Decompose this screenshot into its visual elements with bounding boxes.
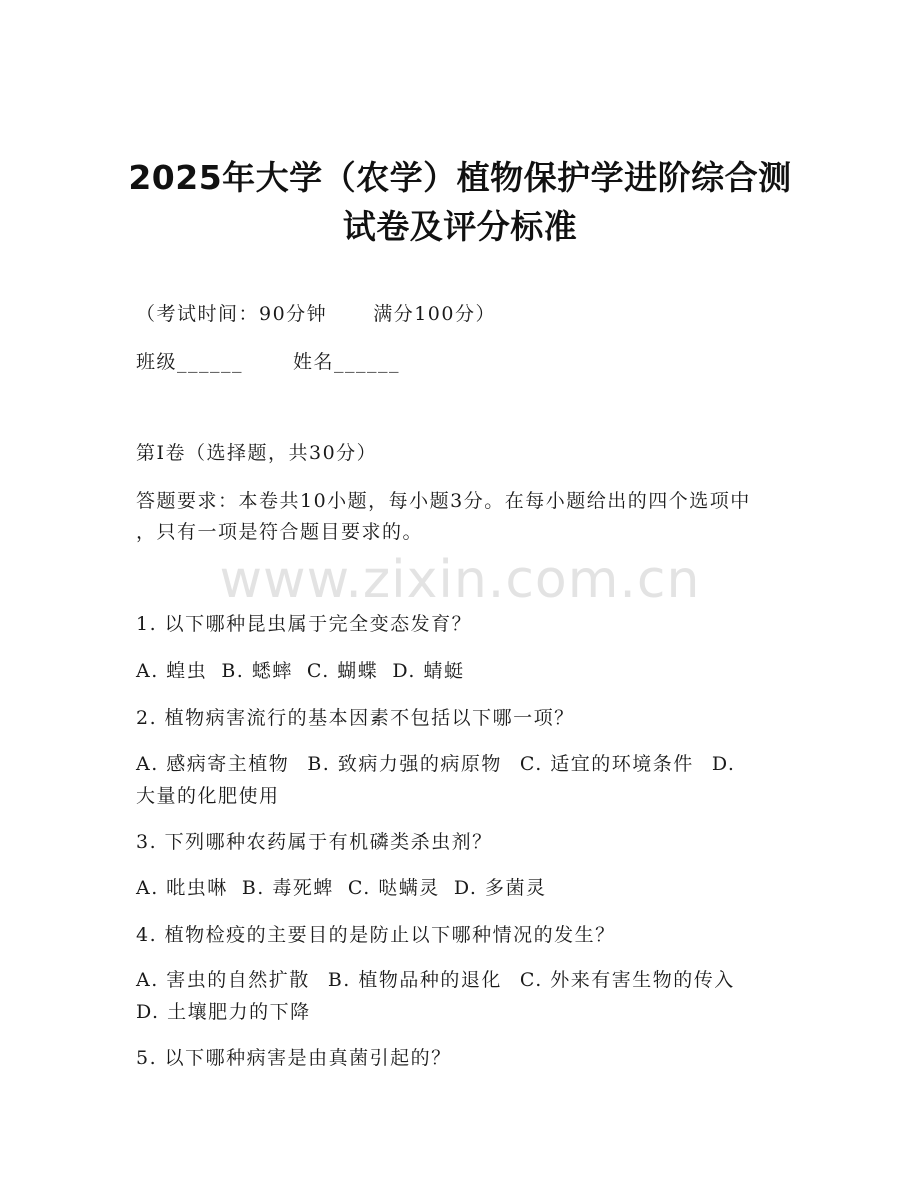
question-2-options-line-2: 大量的化肥使用 — [136, 785, 280, 807]
name-field: 姓名______ — [293, 351, 401, 373]
option-b: B. 蟋蟀 — [221, 660, 293, 682]
question-2-stem: 2. 植物病害流行的基本因素不包括以下哪一项？ — [136, 707, 575, 729]
option-d: D. 蜻蜓 — [392, 660, 465, 682]
option-c: C. 外来有害生物的传入 — [519, 969, 735, 991]
exam-info — [136, 302, 496, 326]
class-field: 班级______ — [136, 351, 244, 373]
option-b: B. 植物品种的退化 — [327, 969, 502, 991]
question-1-stem: 1. 以下哪种昆虫属于完全变态发育？ — [136, 613, 473, 635]
question-2-options-line-1 — [136, 752, 735, 776]
section-instructions-line-2: ，只有一项是符合题目要求的。 — [136, 521, 424, 543]
option-a: A. 感病寄主植物 — [136, 753, 290, 775]
question-5-stem: 5. 以下哪种病害是由真菌引起的？ — [136, 1047, 452, 1069]
option-c: C. 适宜的环境条件 — [519, 753, 694, 775]
question-4-options-line-2: D. 土壤肥力的下降 — [136, 1001, 311, 1023]
section-instructions-line-1: 答题要求：本卷共10小题，每小题3分。在每小题给出的四个选项中 — [136, 490, 751, 512]
student-fields — [136, 350, 400, 374]
option-d: D. 多菌灵 — [453, 877, 547, 899]
option-d: D. — [711, 753, 736, 775]
document-title-line-2: 试卷及评分标准 — [342, 207, 578, 246]
watermark: www.zixin.com.cn — [219, 550, 701, 610]
option-a: A. 蝗虫 — [136, 660, 208, 682]
option-a: A. 害虫的自然扩散 — [136, 969, 310, 991]
option-b: B. 毒死蜱 — [241, 877, 334, 899]
exam-score: 满分100分） — [373, 303, 496, 325]
question-1-options — [136, 659, 464, 683]
document-title-line-1: 2025年大学（农学）植物保护学进阶综合测 — [128, 158, 792, 197]
question-4-stem: 4. 植物检疫的主要目的是防止以下哪种情况的发生？ — [136, 924, 616, 946]
question-4-options-line-1 — [136, 968, 735, 992]
option-a: A. 吡虫啉 — [136, 877, 228, 899]
question-3-options — [136, 876, 546, 900]
exam-time: （考试时间：90分钟 — [136, 303, 328, 325]
question-3-stem: 3. 下列哪种农药属于有机磷类杀虫剂？ — [136, 831, 493, 853]
option-b: B. 致病力强的病原物 — [307, 753, 502, 775]
option-c: C. 哒螨灵 — [347, 877, 440, 899]
option-c: C. 蝴蝶 — [306, 660, 379, 682]
section-heading: 第I卷（选择题，共30分） — [136, 442, 378, 464]
